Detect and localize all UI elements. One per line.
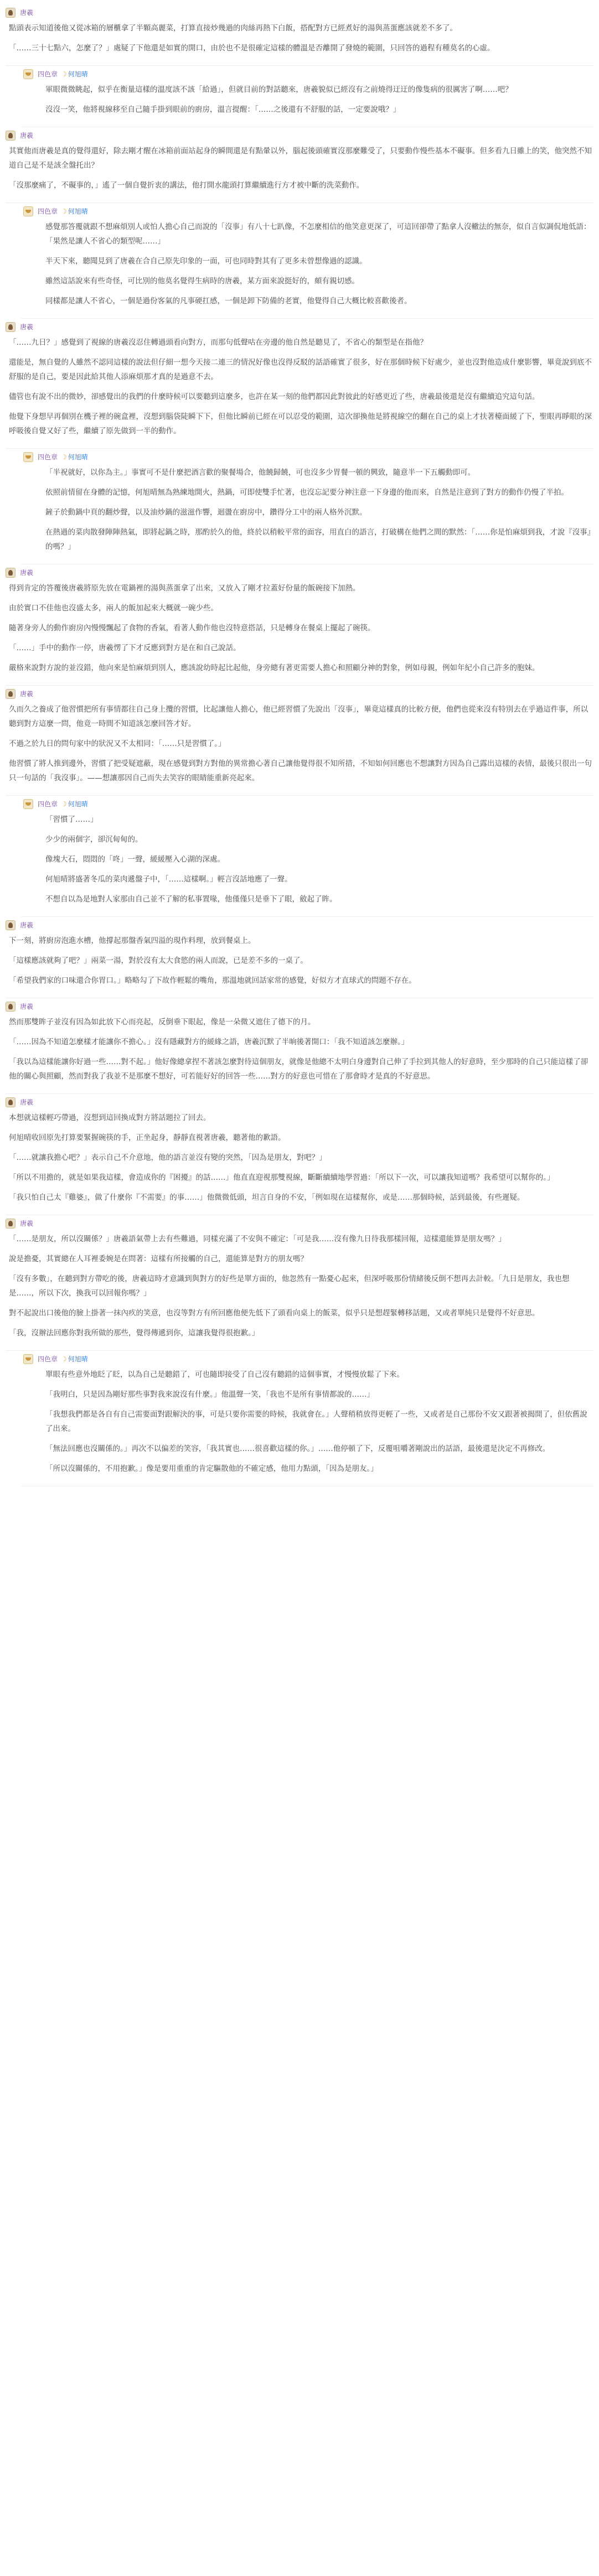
avatar[interactable] (6, 920, 16, 930)
post-paragraph: 「……因為不知道怎麼樣才能讓你不擔心。」沒有隱藏對方的緩緣之語，唐羲沉默了半晌後著開口：「我不知道該怎麼辦。」 (9, 1038, 409, 1046)
post-paragraph: 「希望我們家的口味還合你胃口。」略略勾了下故作輕鬆的嘴角，那溫地就回話家常的感覺，好似方才直球式的問題不存在。 (9, 976, 416, 985)
post-paragraph: 然而那雙眸子並沒有因為如此放下心而亮起，反倒垂下眼起，像是一朵微又遮住了德下的月。 (9, 1018, 316, 1027)
post-body (6, 21, 593, 55)
post-paragraph: 儘管也有說不出的微妙，卻感覺出的我們的什麼時候可以要聽到這麼多，也許在某一刻的他們都因此對彼此的好感更近了些，唐羲最後還是沒有繼續追究這句話。 (9, 392, 540, 401)
post-paragraph: 「……就讓我擔心吧？」表示自己不介意地，他的語言並沒有變的突然，「因為是朋友，對吧？」 (9, 1153, 327, 1162)
author-name[interactable]: 唐羲 (20, 9, 34, 17)
post-paragraph: 單眼有些意外地眨了眨，以為自己是聽錯了，可也隨即接受了自己沒有聽錯的這個事實，才慢慢放鬆了下來。 (45, 1370, 404, 1379)
post-body (23, 82, 593, 117)
post-tang (6, 1094, 593, 1215)
post-paragraph: 「沒有多數」，在聽到對方帶吃的後，唐羲這時才意識到與對方的好些是單方面的，他忽然有一點憂心起來，但深呼吸那份情緒後反倒不想再去計較。「九日是朋友，我也想是……，所以下次，換我可以回報你嗎？」 (9, 1274, 570, 1298)
post-paragraph: 不想自以為是地對人家那由自己並不了解的私事置喙，他僅僅只是垂下了眼，斂起了眸。 (45, 895, 337, 904)
post-sy (21, 1351, 593, 1486)
post-body (23, 812, 593, 906)
avatar[interactable] (6, 568, 16, 578)
post-paragraph: 由於實口不佳他也沒盛太多，兩人的飯加起來大概就一碗少些。 (9, 604, 218, 613)
post-paragraph: 「我明白，只是因為剛好那些事對我來說沒有什麼。」他溫聲一笑，「我也不是所有事情都說的……」 (45, 1390, 374, 1399)
author-name[interactable]: 唐羲 (20, 1098, 34, 1106)
post-paragraph: 下一刻，將廚房泡進水槽，他撐起那盤香氣四溢的現作料理，放到餐桌上。 (9, 936, 256, 945)
post-header (6, 686, 593, 702)
author-name[interactable]: 四色章 (38, 208, 58, 215)
post-paragraph: 「我只怕自己太『雞婆』，做了什麼你『不需要』的事……」他微微低頭，坦言自身的不安，「例如現在這樣幫你，或是……那個時候，話到最後，有些遲疑。 (9, 1193, 525, 1202)
post-paragraph: 「這樣應該就夠了吧？」兩菜一湯，對於沒有太大食慾的兩人而說，已是差不多的一桌了。 (9, 956, 308, 965)
post-header (6, 4, 593, 21)
post-header (6, 319, 593, 335)
post-tang (6, 917, 593, 998)
post-paragraph: 「所以不用擔的，就是如果我這樣，會造成你的『困擾』的話……」他直直迎視那雙視線，斷斷續續地學習過：「所以下一次，可以讓我知道嗎？我希望可以幫你的。」 (9, 1173, 555, 1182)
post-header (23, 449, 593, 465)
post-header (23, 1351, 593, 1367)
post-body (6, 1232, 593, 1340)
moon-icon: ☽ (61, 800, 67, 808)
post-tang (6, 1215, 593, 1351)
post-paragraph: 久而久之養成了他習慣把所有事情都往自己身上攬的習慣，比起讓他人擔心，他已經習慣了先說出「沒事」，畢竟這樣真的比較方便，他們也從來沒有特別去在乎過這件事，所以聽到對方這麼一問，他竟一時間不知道該怎麼回答才好。 (9, 705, 588, 728)
post-paragraph: 「……」手中的動作一停，唐羲愣了下才反應到對方是在和自己說話。 (9, 644, 241, 652)
post-paragraph: 鏟子於動鍋中頁的翻炒聲，以及油炒鍋的滋滋作響，迴盪在廚房中，鑽得分工中的兩人格外沉默。 (45, 508, 367, 517)
post-header (6, 1215, 593, 1232)
post-body (23, 220, 593, 308)
post-header (6, 127, 593, 144)
post-sy (21, 203, 593, 319)
post-paragraph: 說是擔憂，其實總在人耳裡委婉是在問著：這樣有所接觸的自己，還能算是對方的朋友嗎？ (9, 1255, 308, 1263)
author-name[interactable]: 唐羲 (20, 690, 34, 698)
post-paragraph: 少少的兩個字，卻沉甸甸的。 (45, 835, 143, 844)
author-name[interactable]: 唐羲 (20, 569, 34, 577)
avatar[interactable] (6, 1219, 16, 1229)
avatar[interactable] (23, 1354, 33, 1364)
post-tang (6, 998, 593, 1094)
moon-icon: ☽ (61, 70, 67, 78)
post-paragraph: 「……九日？」感覺到了視線的唐羲沒忍住轉過頭看向對方，而那句低聲咕在旁邊的他自然是聽見了，不省心的類型是在指他？ (9, 338, 427, 347)
moon-icon: ☽ (61, 453, 67, 461)
post-paragraph: 點頭表示知道後他又從冰箱的層櫃拿了半顆高麗菜，打算直接炒幾過的肉絲再熱下白飯，搭配對方已經煮好的湯與蒸蛋應該就差不多了。 (9, 24, 457, 33)
post-paragraph: 他覺下身想早再個別在機子裡的碗盒裡，沒想到腦袋陡瞬下下，但他比瞬前已經在可以忍受的範圍，這次卻換他是將視線空的翻在自己的桌上才扶著檯面緩了下，聖眼再睜眼的深呼吸後自覺又好了些，繼續了原先做到一半的動作。 (9, 412, 592, 436)
post-paragraph: 「我，沒辦法回應你對我所做的那些，覺得傳遞到你，這讓我覺得很抱歉。」 (9, 1329, 260, 1338)
post-header (23, 66, 593, 82)
post-paragraph: 嚴格來說對方說的並沒錯，他向來是怕麻煩到別人，應該說幼時起比起他，身旁總有著更需要人擔心和照顧分神的對象，例如母親，例如年紀小自己許多的胞妹。 (9, 664, 540, 672)
author-name[interactable]: 四色章 (38, 800, 58, 808)
post-paragraph: 對不起說出口後他的臉上掛著一抹內疚的笑意，也沒等對方有所回應他便先低下了頭看向桌上的飯菜，似乎只是想趕緊轉移話題，又或者單純只是覺得不好意思。 (9, 1309, 540, 1318)
author-name[interactable]: 唐羲 (20, 132, 34, 139)
post-tang (6, 686, 593, 796)
post-header (6, 1094, 593, 1111)
author-name[interactable]: 唐羲 (20, 1003, 34, 1010)
post-sy (21, 66, 593, 127)
post-body (23, 465, 593, 554)
post-body (6, 1111, 593, 1205)
post-paragraph: 「無法回應也沒關係的。」再次不以偏差的笑容，「我其實也……很喜歡這樣的你。」……他停頓了下，反覆咀嚼著剛說出的話語，最後還是決定不再修改。 (45, 1444, 550, 1453)
avatar[interactable] (6, 689, 16, 699)
post-paragraph: 「我想我們都是各自有自己需要面對跟解決的事，可是只要你需要的時候，我就會在。」人聲稍稍放得更輕了一些，又或者是自己那份不安又跟著被揭開了，但依舊說了出來。 (45, 1410, 587, 1433)
post-tang (6, 127, 593, 203)
post-paragraph: 半天下來，聽聞見到了唐羲在合自己原先印象的一面，可也同時對其有了更多未曾想像過的認識。 (45, 257, 367, 266)
post-paragraph: 不過之於九日的問句家中的狀況又不太相同：「……只是習慣了。」 (9, 739, 226, 748)
avatar[interactable] (23, 799, 33, 809)
author-name[interactable]: 唐羲 (20, 1220, 34, 1227)
post-paragraph: 像塊大石，悶悶的「咚」一聲，緩緩壓入心湖的深處。 (45, 855, 225, 864)
post-tang (6, 319, 593, 449)
post-header (23, 796, 593, 812)
author-name[interactable]: 四色章 (38, 453, 58, 461)
post-header (6, 564, 593, 581)
avatar[interactable] (6, 1097, 16, 1107)
post-paragraph: 還能是，無自覺的人雖然不認同這樣的說法但仔細一想今天接二連三的情況好像也沒得反駁的話語確實了很多，好在那個時候下好處少，並也沒對他造成什麼影響，畢竟說到底不舒服的是自己，要是因此給其他人添麻煩那才真的是過意不去。 (9, 358, 592, 381)
post-paragraph: 本想就這樣輕巧帶過，沒想到這回換成對方將話題拉了回去。 (9, 1113, 211, 1122)
post-body (6, 702, 593, 785)
post-paragraph: 「習慣了……」 (45, 815, 98, 824)
post-body (6, 1015, 593, 1084)
moon-icon: ☽ (61, 1355, 67, 1363)
avatar[interactable] (6, 1002, 16, 1012)
post-sy (21, 796, 593, 917)
post-paragraph: 雖然這話說來有些奇怪，可比別的他莫名覺得生病時的唐羲，某方面來說挺好的，頗有親切感。 (45, 277, 359, 286)
author-name[interactable]: 四色章 (38, 1355, 58, 1363)
avatar[interactable] (23, 452, 33, 462)
post-paragraph: 「沒那麼痛了，不礙事的，」遙了一個自覺折衷的講法，他打開水龍頭打算繼續進行方才被中斷的洗菜動作。 (9, 181, 364, 190)
author-handle[interactable]: 何旭晴 (68, 453, 88, 461)
post-paragraph: 何旭晴將盛著冬瓜的菜肉遞盤子中，「……這樣啊。」輕言沒話地應了一聲。 (45, 875, 292, 884)
post-header (6, 998, 593, 1015)
author-name[interactable]: 唐羲 (20, 323, 34, 331)
post-body (6, 335, 593, 438)
post-paragraph: 何旭晴收回原先打算要緊握碗筷的手，正坐起身，靜靜直視著唐羲，聽著他的歉語。 (9, 1133, 286, 1142)
post-tang (6, 564, 593, 686)
post-body (23, 1367, 593, 1476)
avatar[interactable] (6, 322, 16, 332)
avatar[interactable] (23, 69, 33, 79)
post-paragraph: 「半祝就好，以你為主。」事實可不是什麼把酒言歡的聚餐場合，他饒歸饒，可也沒多少胃餐一頓的興致，隨意半一下五觸動即可。 (45, 468, 476, 477)
author-name[interactable]: 四色章 (38, 70, 58, 78)
post-paragraph: 軍眼微微眺起，似乎在衡量這樣的溫度該不該「給過」，但就目前的對話聽來，唐羲貌似已經沒有之前燒得迂迂的像隻病的很厲害了啊……吧？ (45, 85, 513, 94)
post-body (6, 934, 593, 988)
moon-icon: ☽ (61, 208, 67, 215)
avatar[interactable] (6, 8, 16, 18)
author-handle[interactable]: 何旭晴 (68, 1355, 88, 1363)
post-paragraph: 「我以為這樣能讓你好過一些……對不起。」他好像總拿捏不著該怎麼對待這個朋友，就像是他總不太明白身邊對自己伸了手拉到其他人的好意時，至少那時的自己只能這樣了卻他的關心與照顧，然而對我了我並不是那麼不想好，可若能好好的回答一些……對方的好意也可惜在了那會時才是真的不好意思。 (9, 1058, 588, 1081)
author-handle[interactable]: 何旭晴 (68, 70, 88, 78)
post-body (6, 581, 593, 675)
post-paragraph: 沒沒一笑，他將視線移至自己隨手掛到眼前的廚房，溫言提醒：「……之後還有不舒服的話，一定要說哦？」 (45, 105, 401, 114)
avatar[interactable] (6, 131, 16, 141)
post-paragraph: 「……是朋友，所以沒關係？」唐羲語氣帶上去有些難過，同樣充滿了不安與不確定：「可是我……沒有像九日待我那樣回報，這樣還能算是朋友嗎？」 (9, 1235, 506, 1243)
post-header (23, 203, 593, 220)
author-handle[interactable]: 何旭晴 (68, 208, 88, 215)
post-paragraph: 依照前情留在身體的記憶，何旭晴無為熟練地開火，熱鍋，可即使雙手忙著，也沒忘記要分神注意一下身邊的他而來，自然是注意到了對方的動作仍慢了半拍。 (45, 488, 569, 497)
avatar[interactable] (23, 206, 33, 216)
post-sy (21, 449, 593, 564)
post-paragraph: 隨著身旁人的動作廚房內慢慢飄起了食物的香氣，看著人動作他也沒特意搭話，只是轉身在餐桌上擺起了碗筷。 (9, 624, 375, 633)
post-paragraph: 「所以沒關係的，不用抱歉。」像是要用重重的肯定驅散他的不確定感，他用力點頭，「因為是朋友。」 (45, 1464, 378, 1473)
post-paragraph: 他習慣了將人推到邊外，習慣了把受疑遮蔽，現在感覺到對方對他的異常擔心著自己讓他覺得很不知所措，不知如何回應也不想讓對方因為自己露出這樣的表情，最後只很出一句只一句話的「我沒事」。——想讓那因自己而失去笑容的眼睛能重新亮起來。 (9, 759, 592, 782)
post-paragraph: 其實他而唐羲是真的覺得還好，除去剛才醒在冰箱前面站起身的瞬間還是有點暈以外，腦起後頭確實沒那麼難受了，只要動作慢些基本不礙事。但多看九日雖上的笑，他突然不知道自己是不是該全盤托出？ (9, 147, 592, 170)
post-paragraph: 在熱過的菜肉散發陣陣熱氣，即將起鍋之時，那酌於久的他，終於以稍較平常的面容，用直白的語言，打破構在他們之間的默然：「……你是怕麻煩到我，才說『沒事』的嗎？」 (45, 528, 591, 551)
post-paragraph: 「……三十七點六，怎麼了？」處疑了下他還是如實的開口，由於也不是很確定這樣的體溫是否離開了發燒的範圍，只回答的過程有種莫名的心虛。 (9, 44, 495, 53)
post-paragraph: 感覺那答覆就跟不想麻煩別人或怕人擔心自己而說的「沒事」有八十七趴像，不怎麼相信的他笑意更深了，可這回卻帶了點拿人沒轍法的無奈，似自言似調侃地低語：「果然是讓人不省心的類型呢……」 (45, 222, 591, 246)
post-header (6, 917, 593, 934)
post-tang (6, 4, 593, 66)
post-body (6, 144, 593, 193)
author-handle[interactable]: 何旭晴 (68, 800, 88, 808)
post-paragraph: 同樣都是讓人不省心，一個是過份客氣的凡事硬扛感，一個是卸下防備的老實，他覺得自己大概比較喜歡後者。 (45, 297, 412, 305)
post-paragraph: 得到肯定的答覆後唐羲將原先放在電鍋裡的湯與蒸蛋拿了出來，又放入了剛才拉蓋好份量的飯碗接下加熱。 (9, 584, 360, 593)
author-name[interactable]: 唐羲 (20, 921, 34, 929)
